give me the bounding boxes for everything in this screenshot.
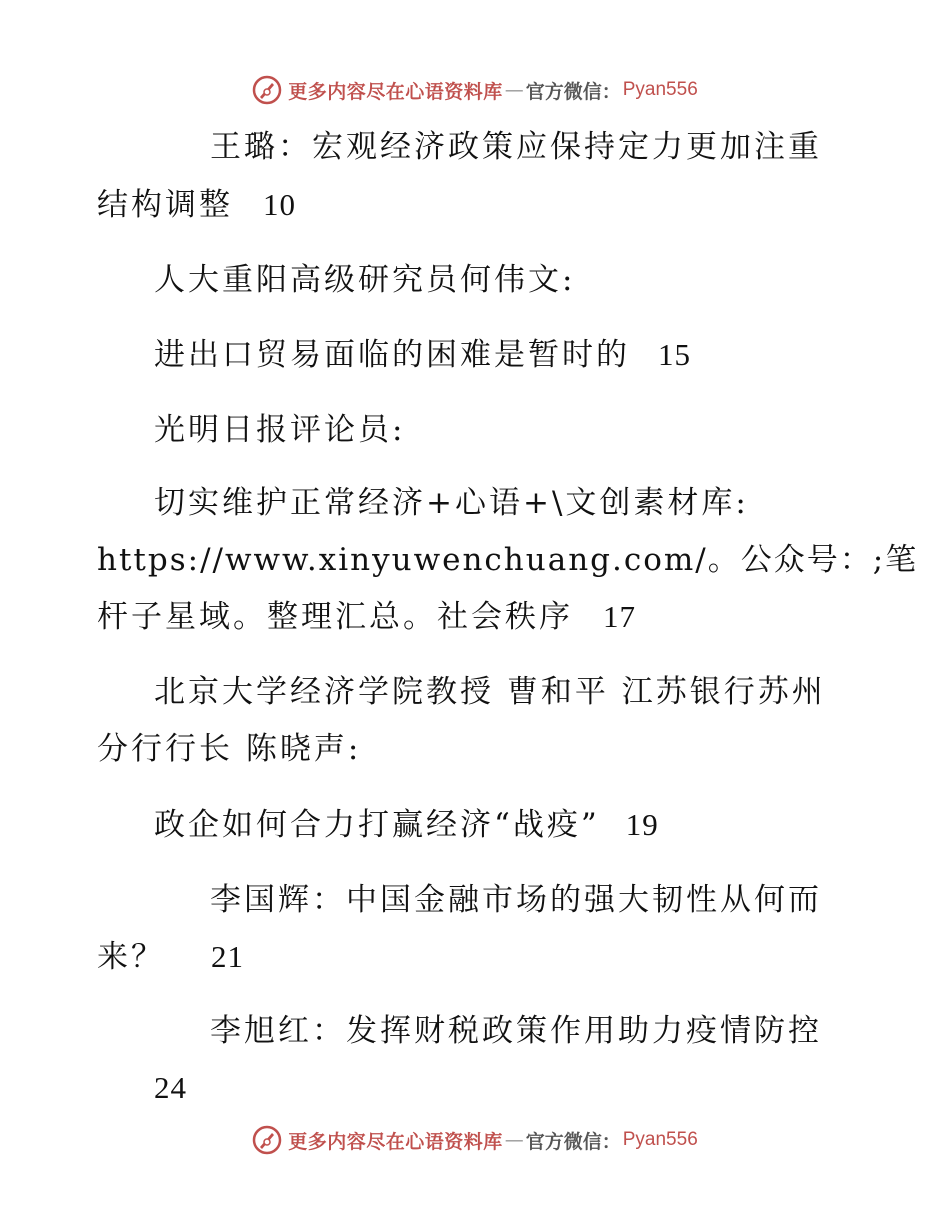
toc-entry-7 [0, 800, 950, 850]
banner-main-text: 更多内容尽在心语资料库 [288, 1130, 503, 1153]
toc-entry-text: 杆子星域。整理汇总。社会秩序 [97, 599, 573, 635]
toc-entry-text: 分行行长 陈晓声: [97, 731, 362, 767]
toc-page-number: 24 [154, 1070, 187, 1105]
toc-page-number: 15 [658, 337, 691, 372]
toc-entry-text: 切实维护正常经济+心语+\文创素材库: [154, 485, 749, 521]
banner-wechat-id: Pyan556 [622, 1129, 698, 1150]
banner-wechat-id: Pyan556 [622, 79, 698, 100]
quill-logo-icon [252, 75, 282, 105]
toc-entry-4 [0, 405, 950, 455]
banner-main-text: 更多内容尽在心语资料库 [288, 80, 503, 103]
toc-entry-text: 王璐：宏观经济政策应保持定力更加注重 [210, 129, 822, 165]
toc-entry-6-line-1 [0, 667, 950, 717]
toc-entry-text: 人大重阳高级研究员何伟文: [154, 262, 576, 298]
toc-entry-9-line-2 [0, 1063, 950, 1113]
header-banner [0, 70, 950, 110]
toc-entry-5-line-3 [0, 592, 950, 642]
banner-wechat-label: 官方微信： [525, 1130, 621, 1153]
toc-entry-9-line-1 [0, 1006, 950, 1056]
toc-entry-2 [0, 255, 950, 305]
toc-entry-text: 李国辉：中国金融市场的强大韧性从何而 [210, 882, 822, 918]
toc-entry-text: 来？ [97, 939, 165, 975]
toc-page-number: 17 [603, 599, 636, 634]
toc-entry-text: https://www.xinyuwenchuang.com/。公众号：;笔 [97, 542, 919, 578]
toc-entry-text: 结构调整 [97, 187, 233, 223]
toc-entry-5-line-2 [0, 535, 950, 585]
toc-entry-text: 李旭红：发挥财税政策作用助力疫情防控 [210, 1013, 822, 1049]
toc-entry-3 [0, 330, 950, 380]
toc-entry-1-line-2 [0, 180, 950, 230]
banner-dash: — [504, 1129, 524, 1151]
toc-entry-8-line-1 [0, 875, 950, 925]
toc-entry-text: 光明日报评论员: [154, 412, 406, 448]
toc-entry-5-line-1 [0, 478, 950, 528]
toc-entry-text: 进出口贸易面临的困难是暂时的 [154, 337, 630, 373]
toc-entry-6-line-2 [0, 724, 950, 774]
toc-page-number: 21 [211, 939, 244, 974]
toc-page-number: 19 [625, 807, 659, 842]
toc-entry-text: 北京大学经济学院教授 曹和平 江苏银行苏州 [154, 674, 826, 710]
quill-logo-icon [252, 1125, 282, 1155]
toc-entry-1-line-1 [0, 122, 950, 172]
banner-dash: — [504, 79, 524, 101]
toc-page-number: 10 [263, 187, 296, 222]
footer-banner [0, 1120, 950, 1160]
toc-entry-8-line-2 [0, 932, 950, 982]
banner-wechat-label: 官方微信： [525, 80, 621, 103]
toc-entry-text: 政企如何合力打赢经济“战疫” [154, 807, 600, 843]
